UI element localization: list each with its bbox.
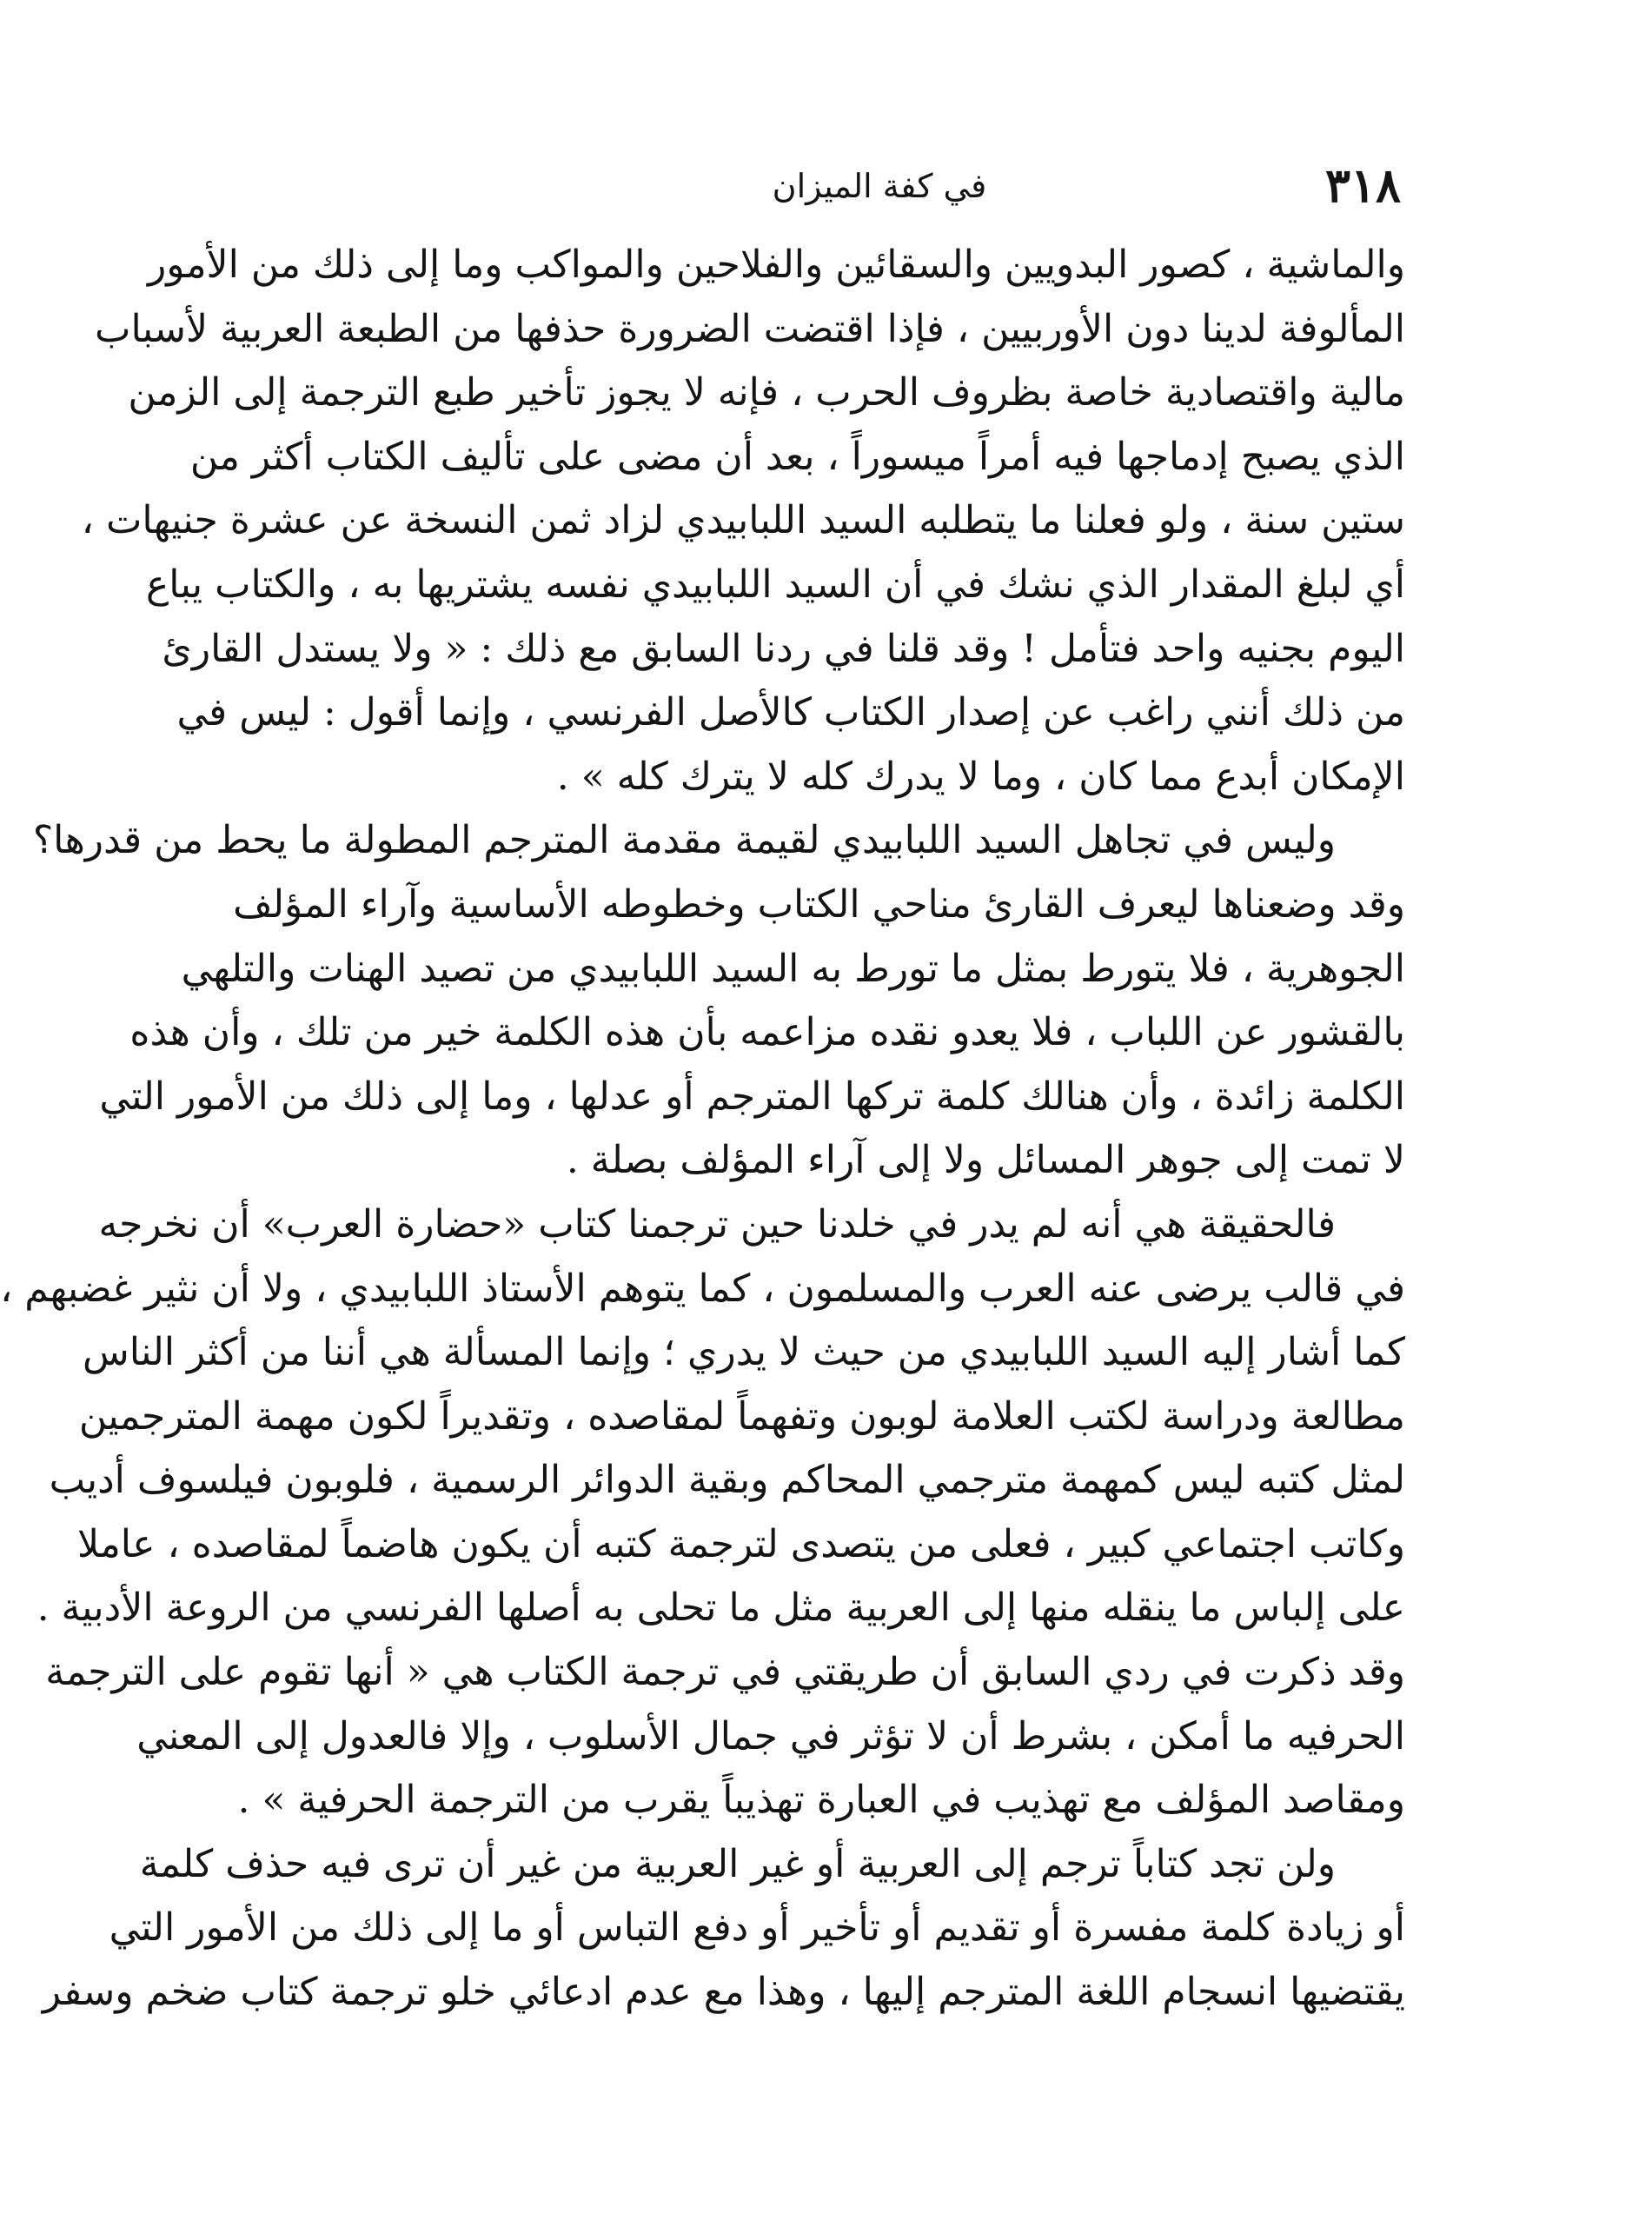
text-line: مطالعة ودراسة لكتب العلامة لوبون وتفهماً لمقاصده ، وتقديراً لكون مهمة المترجمين	[78, 1393, 1405, 1439]
text-line: الإمكان أبدع مما كان ، وما لا يدرك كله لا يترك كله » .	[556, 754, 1405, 799]
running-title: في كفة الميزان	[772, 167, 987, 205]
text-line: والماشية ، كصور البدويين والسقائين والفلاحين والمواكب وما إلى ذلك من الأمور	[148, 243, 1405, 287]
page-number: ٣١٨	[1324, 157, 1401, 213]
text-line: مالية واقتصادية خاصة بظروف الحرب ، فإنه لا يجوز تأخير طبع الترجمة إلى الزمن	[128, 370, 1405, 416]
text-line: الجوهرية ، فلا يتورط بمثل ما تورط به السيد اللبابيدي من تصيد الهنات والتلهي	[181, 946, 1405, 991]
text-line: بالقشور عن اللباب ، فلا يعدو نقده مزاعمه بأن هذه الكلمة خير من تلك ، وأن هذه	[129, 1010, 1405, 1055]
text-line: فالحقيقة هي أنه لم يدر في خلدنا حين ترجمنا كتاب «حضارة العرب» أن نخرجه	[98, 1201, 1336, 1247]
text-line: لا تمت إلى جوهر المسائل ولا إلى آراء المؤلف بصلة .	[566, 1138, 1405, 1183]
text-line: وقد وضعناها ليعرف القارئ مناحي الكتاب وخطوطه الأساسية وآراء المؤلف	[233, 881, 1405, 927]
text-line: الحرفيه ما أمكن ، بشرط أن لا تؤثر في جمال الأسلوب ، وإلا فالعدول إلى المعني	[136, 1713, 1405, 1759]
text-line: أو زيادة كلمة مفسرة أو تقديم أو تأخير أو دفع التباس أو ما إلى ذلك من الأمور التي	[109, 1905, 1405, 1951]
text-line: وليس في تجاهل السيد اللبابيدي لقيمة مقدمة المترجم المطولة ما يحط من قدرها؟	[32, 818, 1336, 863]
text-line: يقتضيها انسجام اللغة المترجم إليها ، وهذا مع عدم ادعائي خلو ترجمة كتاب ضخم وسفر	[42, 1970, 1405, 2015]
text-line: اليوم بجنيه واحد فتأمل ! وقد قلنا في ردنا السابق مع ذلك : « ولا يستدل القارئ	[162, 626, 1405, 671]
text-line: لمثل كتبه ليس كمهمة مترجمي المحاكم وبقية الدوائر الرسمية ، فلوبون فيلسوف أديب	[49, 1458, 1405, 1503]
text-line: ستين سنة ، ولو فعلنا ما يتطلبه السيد اللبابيدي لزاد ثمن النسخة عن عشرة جنيهات ،	[81, 498, 1405, 543]
text-line: الذي يصبح إدماجها فيه أمراً ميسوراً ، بعد أن مضى على تأليف الكتاب أكثر من	[189, 434, 1405, 479]
page-header	[358, 155, 1401, 216]
text-line: ومقاصد المؤلف مع تهذيب في العبارة تهذيباً يقرب من الترجمة الحرفية » .	[237, 1778, 1405, 1823]
body-text	[0, 233, 1405, 2025]
text-line: في قالب يرضى عنه العرب والمسلمون ، كما يتوهم الأستاذ اللبابيدي ، ولا أن نثير غضبهم ،	[0, 1266, 1405, 1311]
text-line: المألوفة لدينا دون الأوربيين ، فإذا اقتضت الضرورة حذفها من الطبعة العربية لأسباب	[95, 306, 1405, 351]
text-line: وقد ذكرت في ردي السابق أن طريقتي في ترجمة الكتاب هي « أنها تقوم على الترجمة	[45, 1650, 1405, 1695]
text-line: وكاتب اجتماعي كبير ، فعلى من يتصدى لترجمة كتبه أن يكون هاضماً لمقاصده ، عاملا	[76, 1521, 1405, 1566]
text-line: كما أشار إليه السيد اللبابيدي من حيث لا يدري ؛ وإنما المسألة هي أننا من أكثر الناس	[83, 1330, 1405, 1375]
text-line: ولن تجد كتاباً ترجم إلى العربية أو غير العربية من غير أن ترى فيه حذف كلمة	[139, 1841, 1336, 1886]
text-line: أي لبلغ المقدار الذي نشك في أن السيد اللبابيدي نفسه يشتريها به ، والكتاب يباع	[145, 562, 1405, 607]
text-line: من ذلك أنني راغب عن إصدار الكتاب كالأصل الفرنسي ، وإنما أقول : ليس في	[176, 690, 1405, 735]
text-line: على إلباس ما ينقله منها إلى العربية مثل ما تحلى به أصلها الفرنسي من الروعة الأدبية .	[36, 1586, 1405, 1631]
text-line: الكلمة زائدة ، وأن هنالك كلمة تركها المترجم أو عدلها ، وما إلى ذلك من الأمور التي	[99, 1074, 1405, 1119]
